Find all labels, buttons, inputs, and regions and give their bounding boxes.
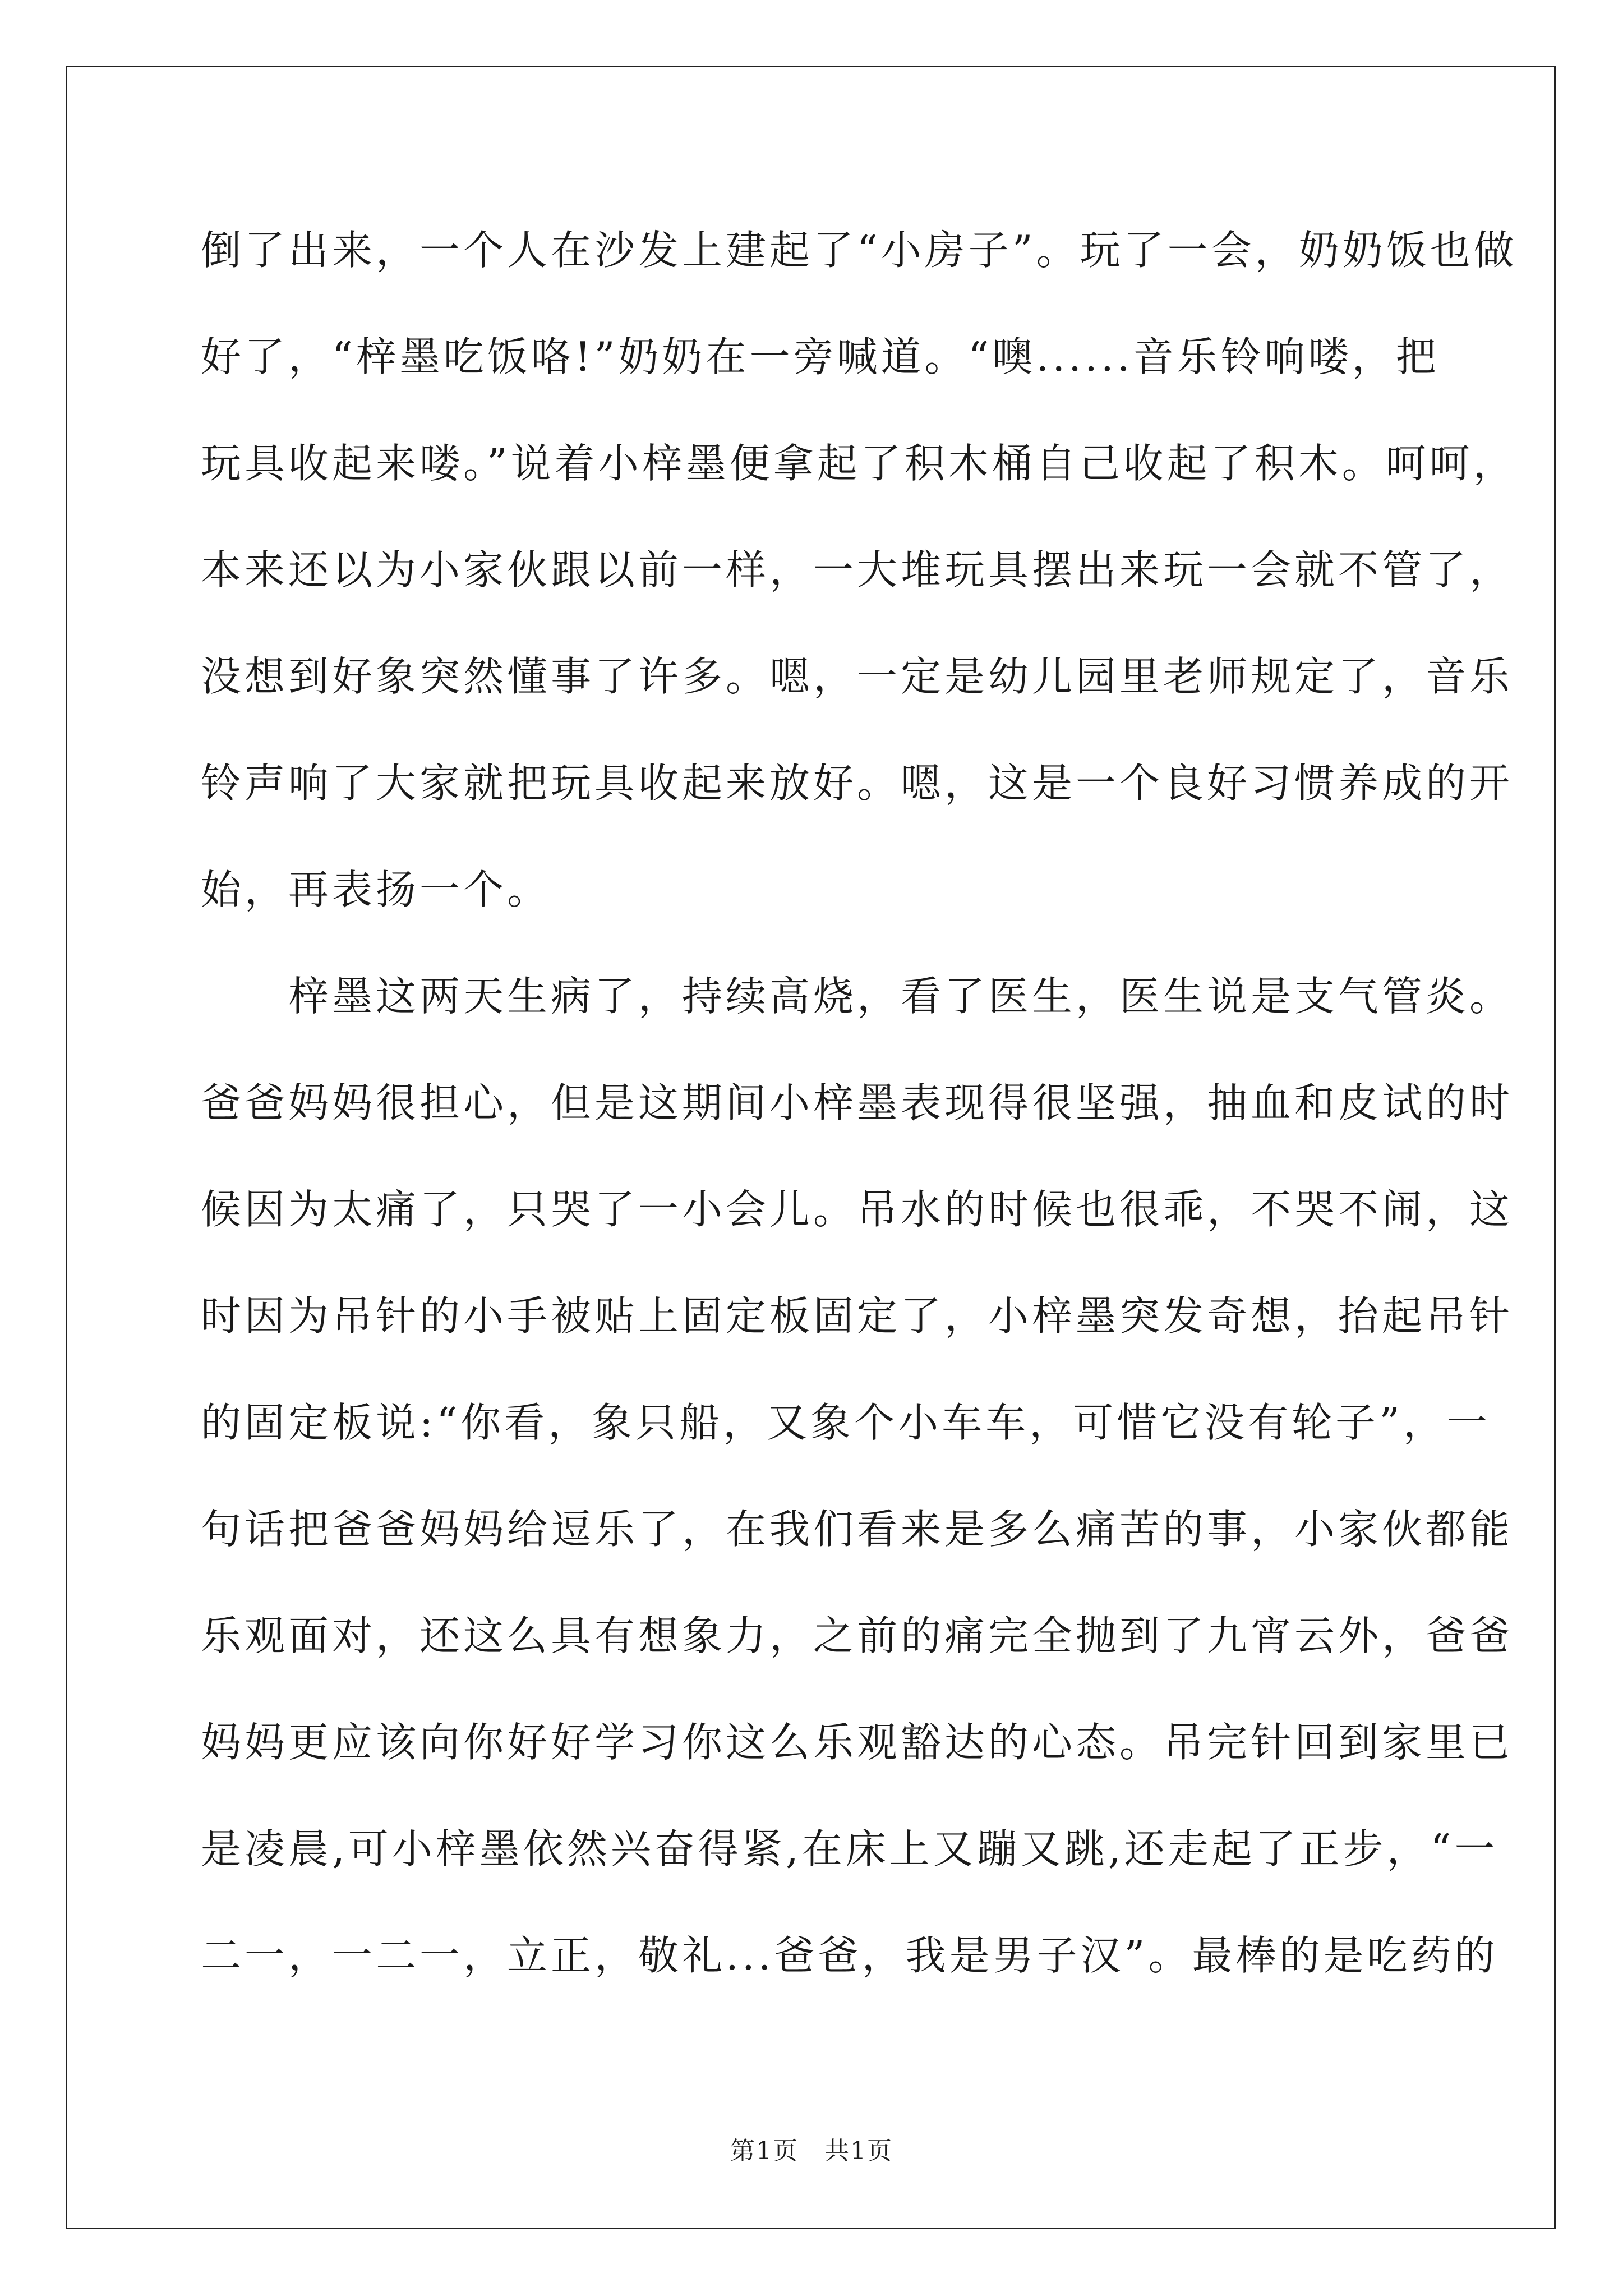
text-line: 没想到好象突然懂事了许多。嗯，一定是幼儿园里老师规定了，音乐 — [201, 653, 1514, 700]
text-line: 二一，一二一，立正，敬礼...爸爸，我是男子汉”。最棒的是吃药的 — [201, 1932, 1498, 1979]
text-line: 乐观面对，还这么具有想象力，之前的痛完全抛到了九宵云外，爸爸 — [201, 1612, 1514, 1659]
text-line: 本来还以为小家伙跟以前一样，一大堆玩具摆出来玩一会就不管了， — [201, 546, 1514, 593]
text-line: 是凌晨,可小梓墨依然兴奋得紧,在床上又蹦又跳,还走起了正步，“一 — [201, 1825, 1498, 1872]
text-line: 爸爸妈妈很担心，但是这期间小梓墨表现得很坚强，抽血和皮试的时 — [201, 1079, 1514, 1126]
text-line: 句话把爸爸妈妈给逗乐了，在我们看来是多么痛苦的事，小家伙都能 — [201, 1506, 1514, 1553]
text-line: 梓墨这两天生病了，持续高烧，看了医生，医生说是支气管炎。 — [201, 973, 1514, 1020]
page-number-footer: 第1页 共1页 — [730, 2137, 893, 2165]
text-line: 倒了出来，一个人在沙发上建起了“小房子”。玩了一会，奶奶饭也做 — [201, 227, 1518, 274]
text-line: 始，再表扬一个。 — [201, 866, 551, 913]
text-line: 时因为吊针的小手被贴上固定板固定了，小梓墨突发奇想，抬起吊针 — [201, 1292, 1514, 1340]
text-line: 玩具收起来喽。”说着小梓墨便拿起了积木桶自己收起了积木。呵呵， — [201, 440, 1517, 487]
text-line: 好了，“梓墨吃饭咯!”奶奶在一旁喊道。“噢......音乐铃响喽，把 — [201, 333, 1440, 380]
text-line: 铃声响了大家就把玩具收起来放好。嗯，这是一个良好习惯养成的开 — [201, 760, 1514, 807]
text-line: 妈妈更应该向你好好学习你这么乐观豁达的心态。吊完针回到家里已 — [201, 1719, 1514, 1766]
text-line: 候因为太痛了，只哭了一小会儿。吊水的时候也很乖，不哭不闹，这 — [201, 1186, 1514, 1233]
text-line: 的固定板说:“你看，象只船，又象个小车车，可惜它没有轮子”，一 — [201, 1399, 1491, 1446]
